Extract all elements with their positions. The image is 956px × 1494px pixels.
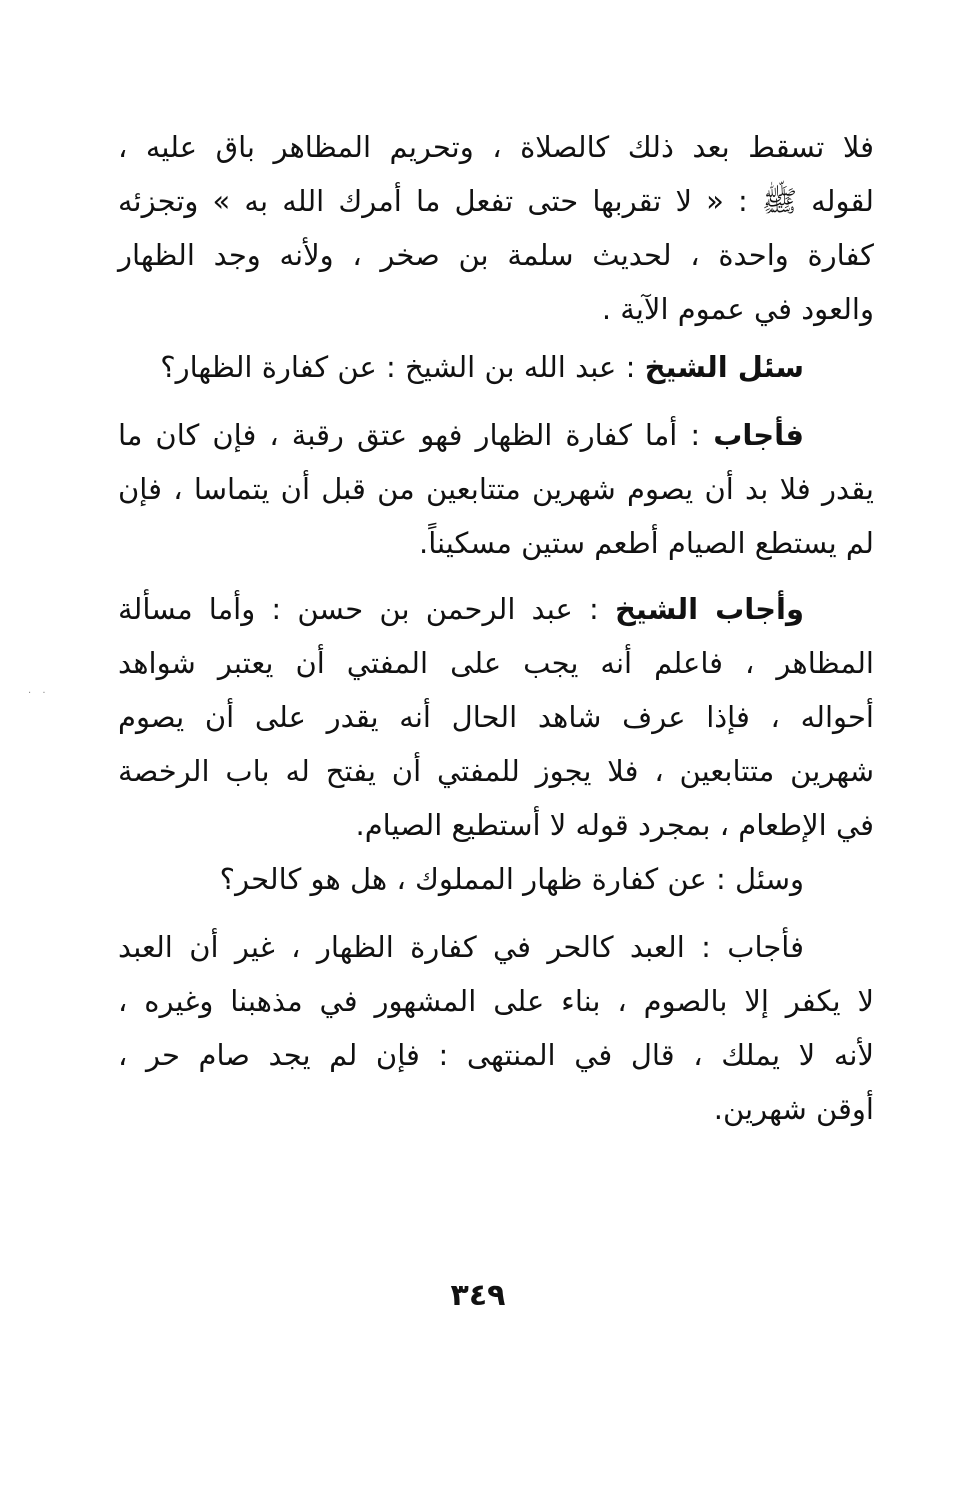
page-number: ٣٤٩ [450,1278,506,1313]
text-line: كفارة واحدة ، لحديث سلمة بن صخر ، ولأنه وجد الظهار [118,238,874,272]
text-line: يقدر فلا بد أن يصوم شهرين متتابعين من قبل أن يتماسا ، فإن [118,472,874,506]
lead-label: وأجاب الشيخ [614,592,804,626]
paragraph-1 [118,120,874,336]
paragraph-6 [118,920,874,1136]
scan-speck: · · [28,688,50,699]
text-line: والعود في عموم الآية . [601,292,874,326]
text-run: : أما كفارة الظهار فهو عتق رقبة ، فإن كان ما [118,418,714,452]
text-run: : عبد الرحمن بن حسن : وأما مسألة [118,592,615,626]
lead-label: فأجاب [713,418,804,452]
text-line: أحواله ، فإذا عرف شاهد الحال أنه يقدر على أن يصوم [118,700,874,734]
text-line: فلا تسقط بعد ذلك كالصلاة ، وتحريم المظاهر باق عليه ، [118,130,874,164]
paragraph-2 [118,340,874,394]
text-line [118,340,874,394]
text-line [118,408,874,462]
text-line: وسئل : عن كفارة ظهار المملوك ، هل هو كالحر؟ [219,862,804,896]
text-line [118,582,874,636]
text-line: لم يستطع الصيام أطعم ستين مسكيناً. [418,526,874,560]
lead-label: سئل الشيخ [644,350,804,384]
text-line: لقوله ﷺ : « لا تقربها حتى تفعل ما أمرك الله به » وتجزئه [118,184,874,218]
paragraph-4 [118,582,874,852]
text-line: المظاهر ، فاعلم أنه يجب على المفتي أن يعتبر شواهد [118,646,874,680]
text-line: فأجاب : العبد كالحر في كفارة الظهار ، غير أن العبد [118,930,804,964]
text-line: في الإطعام ، بمجرد قوله لا أستطيع الصيام. [355,808,874,842]
text-line: لا يكفر إلا بالصوم ، بناء على المشهور في مذهبنا وغيره ، [118,984,874,1018]
text-line: لأنه لا يملك ، قال في المنتهى : فإن لم يجد صام حر ، [118,1038,874,1072]
text-line: شهرين متتابعين ، فلا يجوز للمفتي أن يفتح له باب الرخصة [118,754,874,788]
paragraph-3 [118,408,874,570]
text-run: : عبد الله بن الشيخ : عن كفارة الظهار؟ [160,350,645,384]
paragraph-5 [118,852,874,906]
text-line: أوقن شهرين. [713,1092,874,1126]
